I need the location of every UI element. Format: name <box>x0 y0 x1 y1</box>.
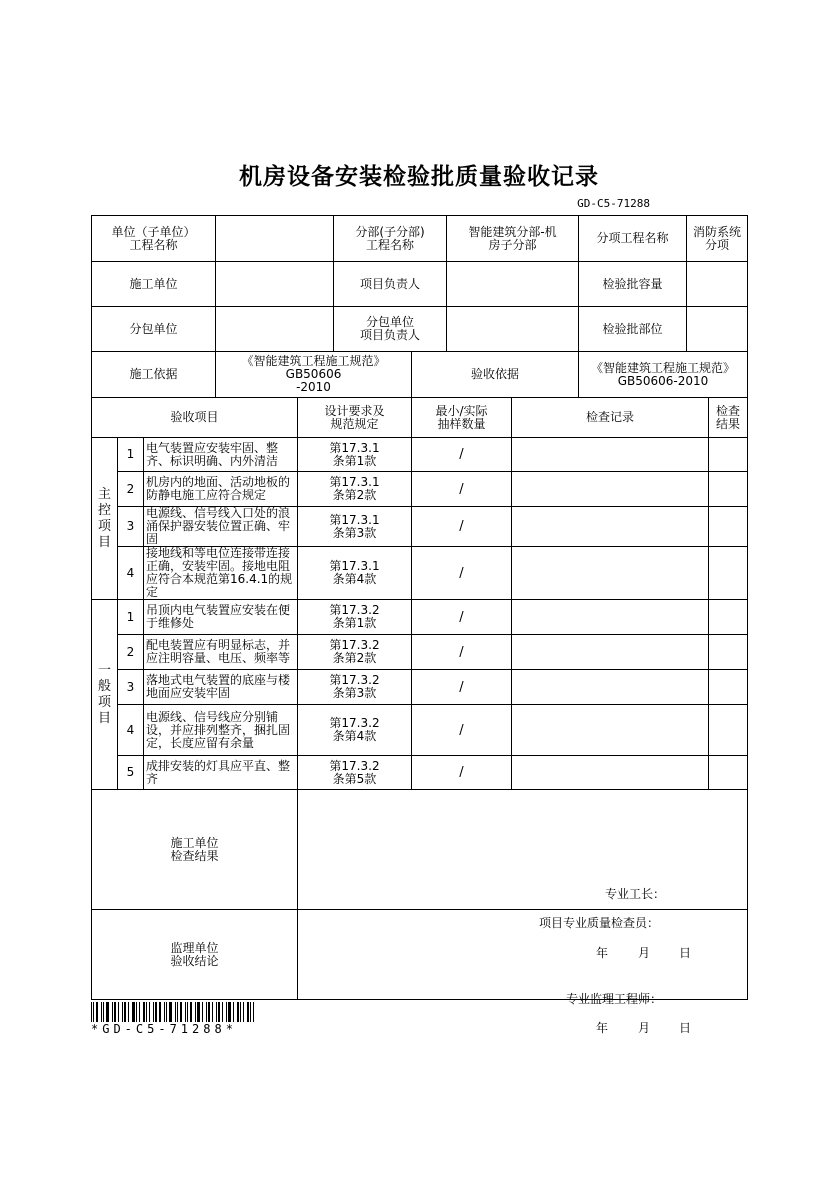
item-record[interactable] <box>512 756 709 790</box>
barcode-bar <box>190 1002 192 1022</box>
unit-name-label: 单位（子单位） 工程名称 <box>92 216 216 262</box>
construction-check-label: 施工单位 检查结果 <box>92 790 298 910</box>
header-row-builder <box>92 262 748 307</box>
barcode-bar <box>212 1002 213 1022</box>
item-result[interactable] <box>709 635 748 670</box>
table-row <box>92 756 748 790</box>
table-row <box>92 547 748 600</box>
item-sample: / <box>412 600 512 635</box>
barcode-bar <box>139 1002 140 1022</box>
capacity-label: 检验批容量 <box>579 262 687 307</box>
sub-value <box>216 307 334 352</box>
item-sample: / <box>412 547 512 600</box>
item-spec: 第17.3.1 条第4款 <box>298 547 412 600</box>
builder-label: 施工单位 <box>92 262 216 307</box>
item-spec: 第17.3.1 条第1款 <box>298 438 412 472</box>
item-sample: / <box>412 507 512 547</box>
barcode-bar <box>164 1002 165 1022</box>
barcode-bar <box>253 1002 254 1022</box>
supervision-label: 监理单位 验收结论 <box>92 910 298 1000</box>
barcode-bar <box>159 1002 161 1022</box>
header-row-project <box>92 216 748 262</box>
barcode-bar <box>240 1002 241 1022</box>
col-item: 验收项目 <box>92 398 298 438</box>
item-result[interactable] <box>709 547 748 600</box>
barcode-bar <box>177 1002 178 1022</box>
barcode-bar <box>132 1002 135 1022</box>
barcode-bar <box>233 1002 234 1022</box>
barcode-bar <box>146 1002 147 1022</box>
barcode-bar <box>103 1002 104 1022</box>
barcode-bar <box>91 1002 92 1022</box>
barcode <box>91 1002 259 1022</box>
table-row <box>92 438 748 472</box>
item-result[interactable] <box>709 507 748 547</box>
construction-check-signature[interactable] <box>298 790 748 960</box>
manager-value <box>447 262 579 307</box>
item-text: 成排安装的灯具应平直、整齐 <box>144 756 298 790</box>
item-no: 3 <box>118 670 144 705</box>
item-sample: / <box>412 635 512 670</box>
table-row <box>92 670 748 705</box>
col-design: 设计要求及 规范规定 <box>298 398 412 438</box>
item-spec: 第17.3.2 条第1款 <box>298 600 412 635</box>
item-no: 5 <box>118 756 144 790</box>
column-header-row <box>92 398 748 438</box>
item-text: 电气装置应安装牢固、整齐、标识明确、内外清洁 <box>144 438 298 472</box>
item-record[interactable] <box>512 600 709 635</box>
unit-name-value <box>216 216 334 262</box>
barcode-bar <box>218 1002 220 1022</box>
col-result: 检查 结果 <box>709 398 748 438</box>
item-spec: 第17.3.1 条第3款 <box>298 507 412 547</box>
item-spec: 第17.3.2 条第4款 <box>298 705 412 756</box>
main-group-label: 主控项目 <box>92 438 118 600</box>
item-record[interactable] <box>512 438 709 472</box>
day-label: 日 <box>679 1020 692 1035</box>
barcode-bar <box>206 1002 207 1022</box>
item-record[interactable] <box>512 670 709 705</box>
item-result[interactable] <box>709 438 748 472</box>
item-no: 3 <box>118 507 144 547</box>
inspector-label: 项目专业质量检查员： <box>539 915 660 930</box>
item-text: 接地线和等电位连接带连接正确，安装牢固。接地电阻应符合本规范第16.4.1的规定 <box>144 547 298 600</box>
document-code: GD-C5-71288 <box>577 197 650 210</box>
barcode-text: *GD-C5-71288* <box>91 1022 237 1036</box>
accept-value: 《智能建筑工程施工规范》 GB50606-2010 <box>579 352 748 398</box>
barcode-bar <box>226 1002 227 1022</box>
item-text: 机房内的地面、活动地板的防静电施工应符合规定 <box>144 472 298 507</box>
barcode-bar <box>153 1002 154 1022</box>
item-text: 电源线、信号线入口处的浪涌保护器安装位置正确、牢固 <box>144 507 298 547</box>
year-label: 年 <box>596 1020 609 1035</box>
item-record[interactable] <box>512 507 709 547</box>
item-record[interactable] <box>512 472 709 507</box>
barcode-bar <box>122 1002 123 1022</box>
engineer-label: 专业监理工程师： <box>566 991 663 1006</box>
barcode-bar <box>143 1002 145 1022</box>
barcode-bar <box>106 1002 109 1022</box>
barcode-bar <box>247 1002 249 1022</box>
sub-manager-value <box>447 307 579 352</box>
barcode-bar <box>237 1002 239 1022</box>
basis-label: 施工依据 <box>92 352 216 398</box>
table-row <box>92 600 748 635</box>
item-spec: 第17.3.2 条第3款 <box>298 670 412 705</box>
item-no: 1 <box>118 600 144 635</box>
item-spec: 第17.3.1 条第2款 <box>298 472 412 507</box>
header-row-subcontractor <box>92 307 748 352</box>
month-label: 月 <box>638 1020 651 1035</box>
barcode-bar <box>216 1002 217 1022</box>
item-result[interactable] <box>709 756 748 790</box>
table-row <box>92 507 748 547</box>
table-row <box>92 472 748 507</box>
barcode-bar <box>185 1002 186 1022</box>
dept-name-label: 分部(子分部) 工程名称 <box>334 216 447 262</box>
item-result[interactable] <box>709 472 748 507</box>
item-no: 2 <box>118 472 144 507</box>
item-no: 4 <box>118 705 144 756</box>
item-name-value: 消防系统分项 <box>687 216 748 262</box>
barcode-bar <box>101 1002 102 1022</box>
barcode-bar <box>195 1002 196 1022</box>
barcode-bar <box>112 1002 113 1022</box>
capacity-value <box>687 262 748 307</box>
item-text: 电源线、信号线应分别铺设，并应排列整齐，捆扎固定，长度应留有余量 <box>144 705 298 756</box>
barcode-bar <box>187 1002 188 1022</box>
item-name-label: 分项工程名称 <box>579 216 687 262</box>
dept-name-value: 智能建筑分部-机 房子分部 <box>447 216 579 262</box>
table-row <box>92 635 748 670</box>
barcode-bar <box>136 1002 137 1022</box>
basis-value: 《智能建筑工程施工规范》GB50606 -2010 <box>216 352 412 398</box>
sub-manager-label: 分包单位 项目负责人 <box>334 307 447 352</box>
item-record[interactable] <box>512 705 709 756</box>
barcode-bar <box>180 1002 182 1022</box>
foreman-label: 专业工长： <box>605 886 666 901</box>
item-sample: / <box>412 438 512 472</box>
barcode-bar <box>175 1002 176 1022</box>
part-value <box>687 307 748 352</box>
item-sample: / <box>412 756 512 790</box>
builder-value <box>216 262 334 307</box>
barcode-bar <box>114 1002 116 1022</box>
item-result[interactable] <box>709 670 748 705</box>
barcode-bar <box>166 1002 167 1022</box>
table-row <box>92 705 748 756</box>
barcode-bar <box>93 1002 94 1022</box>
barcode-bar <box>149 1002 150 1022</box>
item-text: 吊顶内电气装置应安装在便于维修处 <box>144 600 298 635</box>
construction-check-row <box>92 790 748 910</box>
document-title: 机房设备安装检验批质量验收记录 <box>239 163 599 190</box>
col-sample: 最小/实际 抽样数量 <box>412 398 512 438</box>
item-no: 1 <box>118 438 144 472</box>
barcode-bar <box>169 1002 172 1022</box>
item-spec: 第17.3.2 条第2款 <box>298 635 412 670</box>
header-row-basis <box>92 352 748 398</box>
accept-label: 验收依据 <box>412 352 579 398</box>
item-no: 4 <box>118 547 144 600</box>
day-label: 日 <box>679 945 692 960</box>
month-label: 月 <box>638 945 651 960</box>
barcode-bar <box>250 1002 251 1022</box>
barcode-bar <box>118 1002 119 1022</box>
barcode-bar <box>202 1002 203 1022</box>
item-result[interactable] <box>709 600 748 635</box>
item-spec: 第17.3.2 条第5款 <box>298 756 412 790</box>
item-record[interactable] <box>512 547 709 600</box>
item-result[interactable] <box>709 705 748 756</box>
item-record[interactable] <box>512 635 709 670</box>
item-sample: / <box>412 472 512 507</box>
barcode-bar <box>243 1002 244 1022</box>
item-sample: / <box>412 705 512 756</box>
barcode-bar <box>124 1002 126 1022</box>
barcode-bar <box>155 1002 157 1022</box>
barcode-bar <box>208 1002 210 1022</box>
barcode-bar <box>96 1002 98 1022</box>
item-sample: / <box>412 670 512 705</box>
general-group-label: 一般项目 <box>92 600 118 790</box>
barcode-bar <box>128 1002 129 1022</box>
col-record: 检查记录 <box>512 398 709 438</box>
year-label: 年 <box>596 945 609 960</box>
item-no: 2 <box>118 635 144 670</box>
barcode-bar <box>197 1002 200 1022</box>
barcode-bar <box>222 1002 223 1022</box>
sub-label: 分包单位 <box>92 307 216 352</box>
manager-label: 项目负责人 <box>334 262 447 307</box>
item-text: 落地式电气装置的底座与楼地面应安装牢固 <box>144 670 298 705</box>
part-label: 检验批部位 <box>579 307 687 352</box>
item-text: 配电装置应有明显标志，并应注明容量、电压、频率等 <box>144 635 298 670</box>
barcode-bar <box>228 1002 231 1022</box>
